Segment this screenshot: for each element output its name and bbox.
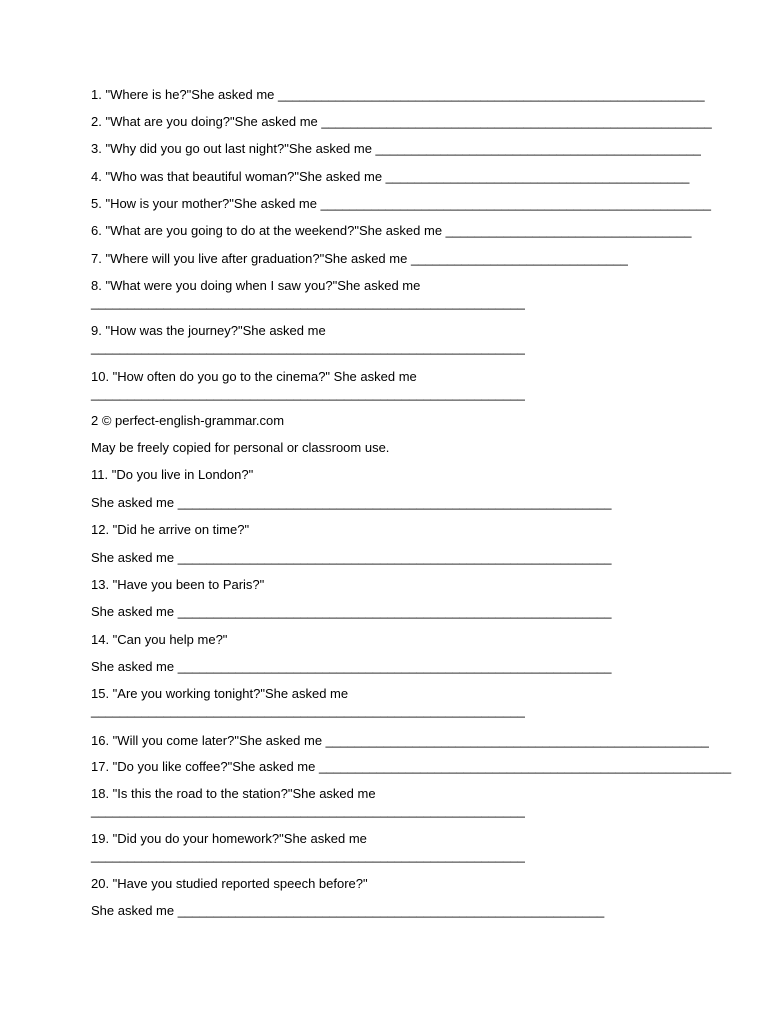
answer-line-15: ____________________________________________________________ <box>91 703 525 718</box>
exercise-line-9: 9. "How was the journey?"She asked me <box>91 323 326 338</box>
exercise-line-7: 7. "Where will you live after graduation?"She asked me ______________________________ <box>91 251 628 266</box>
answer-line-10: ____________________________________________________________ <box>91 386 525 401</box>
exercise-line-1: 1. "Where is he?"She asked me ___________________________________________________________ <box>91 87 705 102</box>
answer-line-19: ____________________________________________________________ <box>91 848 525 863</box>
usage-note: May be freely copied for personal or classroom use. <box>91 440 390 455</box>
answer-line-8: ____________________________________________________________ <box>91 295 525 310</box>
exercise-line-11: 11. "Do you live in London?" <box>91 467 254 482</box>
answer-line-12: She asked me ____________________________________________________________ <box>91 550 612 565</box>
answer-line-11: She asked me ____________________________________________________________ <box>91 495 612 510</box>
exercise-line-3: 3. "Why did you go out last night?"She asked me _____________________________________________ <box>91 141 701 156</box>
exercise-line-8: 8. "What were you doing when I saw you?"She asked me <box>91 278 421 293</box>
exercise-line-2: 2. "What are you doing?"She asked me ______________________________________________________ <box>91 114 712 129</box>
exercise-line-10: 10. "How often do you go to the cinema?" She asked me <box>91 369 417 384</box>
copyright-line: 2 © perfect-english-grammar.com <box>91 413 285 428</box>
answer-line-18: ____________________________________________________________ <box>91 803 525 818</box>
exercise-line-14: 14. "Can you help me?" <box>91 632 228 647</box>
exercise-line-17: 17. "Do you like coffee?"She asked me _________________________________________________________ <box>91 759 732 774</box>
exercise-line-4: 4. "Who was that beautiful woman?"She asked me __________________________________________ <box>91 169 690 184</box>
exercise-line-19: 19. "Did you do your homework?"She asked me <box>91 831 367 846</box>
answer-line-20: She asked me ___________________________________________________________ <box>91 903 605 918</box>
exercise-line-18: 18. "Is this the road to the station?"She asked me <box>91 786 376 801</box>
exercise-line-16: 16. "Will you come later?"She asked me _____________________________________________________ <box>91 733 709 748</box>
exercise-line-15: 15. "Are you working tonight?"She asked me <box>91 686 349 701</box>
answer-line-14: She asked me ____________________________________________________________ <box>91 659 612 674</box>
exercise-line-6: 6. "What are you going to do at the weekend?"She asked me __________________________________ <box>91 223 692 238</box>
answer-line-9: ____________________________________________________________ <box>91 340 525 355</box>
exercise-line-5: 5. "How is your mother?"She asked me ______________________________________________________ <box>91 196 712 211</box>
exercise-line-13: 13. "Have you been to Paris?" <box>91 577 265 592</box>
exercise-line-20: 20. "Have you studied reported speech before?" <box>91 876 368 891</box>
answer-line-13: She asked me ____________________________________________________________ <box>91 604 612 619</box>
exercise-line-12: 12. "Did he arrive on time?" <box>91 522 250 537</box>
